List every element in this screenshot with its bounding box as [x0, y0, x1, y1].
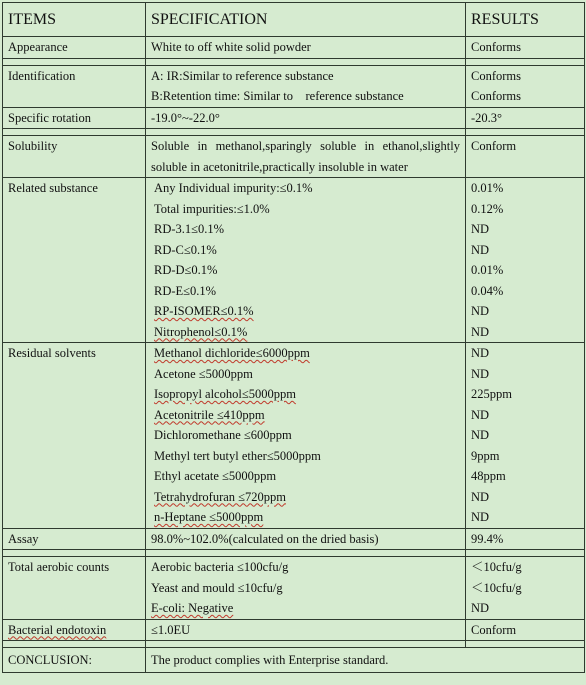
spec-line: [154, 384, 460, 405]
spec-line: RD-E≤0.1%: [154, 283, 217, 298]
result-line: Conforms: [471, 89, 521, 103]
row-assay: [3, 528, 585, 550]
spacer-row: [3, 550, 585, 557]
spec-line: Ethyl acetate ≤5000ppm: [154, 469, 277, 483]
result-line: ND: [471, 428, 490, 442]
row-aerobic-counts: [3, 557, 585, 620]
result-line: 48ppm: [471, 469, 506, 483]
row-rotation: [3, 107, 585, 129]
spec-related-substance: [146, 178, 466, 343]
spec-conclusion: The product complies with Enterprise standard.: [146, 648, 585, 673]
header-row: [3, 3, 585, 37]
spec-line: RD-3.1≤0.1%: [154, 222, 225, 236]
spec-line: Acetone ≤5000ppm: [154, 366, 253, 381]
result-line: ND: [471, 489, 490, 504]
result-identification: [466, 65, 585, 107]
result-line: 0.12%: [471, 201, 504, 216]
result-line: ND: [471, 346, 490, 360]
spec-text: Isopropyl alcohol≤5000ppm: [154, 387, 296, 401]
spec-text: E-coli: Negative: [151, 601, 234, 615]
header-specification: SPECIFICATION: [146, 3, 466, 37]
result-line: 0.04%: [471, 283, 504, 298]
item-rotation: Specific rotation: [3, 107, 146, 129]
result-residual-solvents: [466, 343, 585, 529]
spec-text: RP-ISOMER≤0.1%: [154, 304, 254, 318]
specification-table: [2, 2, 585, 673]
spec-text: Tetrahydrofuran ≤720ppm: [154, 489, 286, 504]
result-line: 0.01%: [471, 181, 504, 195]
spacer-row: [3, 641, 585, 648]
result-appearance: Conforms: [466, 37, 585, 59]
spec-endotoxin: ≤1.0EU: [146, 619, 466, 641]
item-text: Bacterial endotoxin: [8, 622, 107, 637]
row-endotoxin: [3, 619, 585, 641]
spec-line: [154, 507, 460, 528]
item-related-substance: Related substance: [3, 178, 146, 343]
spec-line: Any Individual impurity:≤0.1%: [154, 181, 313, 195]
spec-line: B:Retention time: Similar to reference substance: [151, 89, 404, 103]
result-line: ND: [471, 324, 490, 339]
result-line: ND: [471, 222, 490, 236]
spec-line: RD-D≤0.1%: [154, 263, 218, 277]
header-results: RESULTS: [466, 3, 585, 37]
spec-text: Acetonitrile ≤410ppm: [154, 407, 265, 422]
result-line: ＜10cfu/g: [471, 580, 522, 595]
spec-line: [154, 322, 460, 343]
result-line: 225ppm: [471, 387, 512, 401]
spec-line: Methyl tert butyl ether≤5000ppm: [154, 448, 321, 463]
result-solubility: Conform: [466, 136, 585, 178]
spec-assay: 98.0%~102.0%(calculated on the dried basis): [146, 528, 466, 550]
spec-line: Total impurities:≤1.0%: [154, 201, 270, 216]
row-solubility: [3, 136, 585, 178]
item-aerobic-counts: Total aerobic counts: [3, 557, 146, 620]
spec-text: n-Heptane ≤5000ppm: [154, 510, 264, 524]
item-assay: Assay: [3, 528, 146, 550]
result-line: Conforms: [471, 68, 521, 83]
spec-line: [154, 301, 460, 322]
item-endotoxin: [3, 619, 146, 641]
result-rotation: -20.3°: [466, 107, 585, 129]
item-appearance: Appearance: [3, 37, 146, 59]
spec-identification: [146, 65, 466, 107]
result-line: 0.01%: [471, 263, 504, 277]
result-line: ND: [471, 304, 490, 318]
spec-line: RD-C≤0.1%: [154, 242, 217, 257]
spec-line: Dichloromethane ≤600ppm: [154, 428, 292, 442]
spec-appearance: White to off white solid powder: [146, 37, 466, 59]
spec-text: Nitrophenol≤0.1%: [154, 324, 248, 339]
result-line: ND: [471, 366, 490, 381]
spec-line: [154, 405, 460, 426]
row-appearance: [3, 37, 585, 59]
item-residual-solvents: Residual solvents: [3, 343, 146, 529]
result-line: ND: [471, 242, 490, 257]
item-identification: Identification: [3, 65, 146, 107]
spec-line: Yeast and mould ≤10cfu/g: [151, 580, 283, 595]
header-items: ITEMS: [3, 3, 146, 37]
result-line: ND: [471, 407, 490, 422]
spec-line: A: IR:Similar to reference substance: [151, 68, 334, 83]
result-line: 9ppm: [471, 448, 500, 463]
row-residual-solvents: [3, 343, 585, 529]
result-aerobic-counts: [466, 557, 585, 620]
spec-aerobic-counts: [146, 557, 466, 620]
spacer-row: [3, 129, 585, 136]
result-line: ＜10cfu/g: [471, 560, 522, 574]
spec-rotation: -19.0°~-22.0°: [146, 107, 466, 129]
item-conclusion: CONCLUSION:: [3, 648, 146, 673]
result-line: ND: [471, 601, 490, 615]
row-identification: [3, 65, 585, 107]
spec-line: [154, 487, 460, 508]
spec-line: Aerobic bacteria ≤100cfu/g: [151, 560, 289, 574]
spec-text: Methanol dichloride≤6000ppm: [154, 346, 310, 360]
spec-line: [154, 343, 460, 364]
result-endotoxin: Conform: [466, 619, 585, 641]
item-solubility: Solubility: [3, 136, 146, 178]
row-conclusion: [3, 648, 585, 673]
result-assay: 99.4%: [466, 528, 585, 550]
spec-line: [151, 598, 460, 619]
result-line: ND: [471, 510, 490, 524]
spec-residual-solvents: [146, 343, 466, 529]
spec-solubility: Soluble in methanol,sparingly soluble in ethanol,slightly soluble in acetonitrile,practically insoluble in water: [146, 136, 466, 178]
spacer-row: [3, 58, 585, 65]
row-related-substance: [3, 178, 585, 343]
result-related-substance: [466, 178, 585, 343]
